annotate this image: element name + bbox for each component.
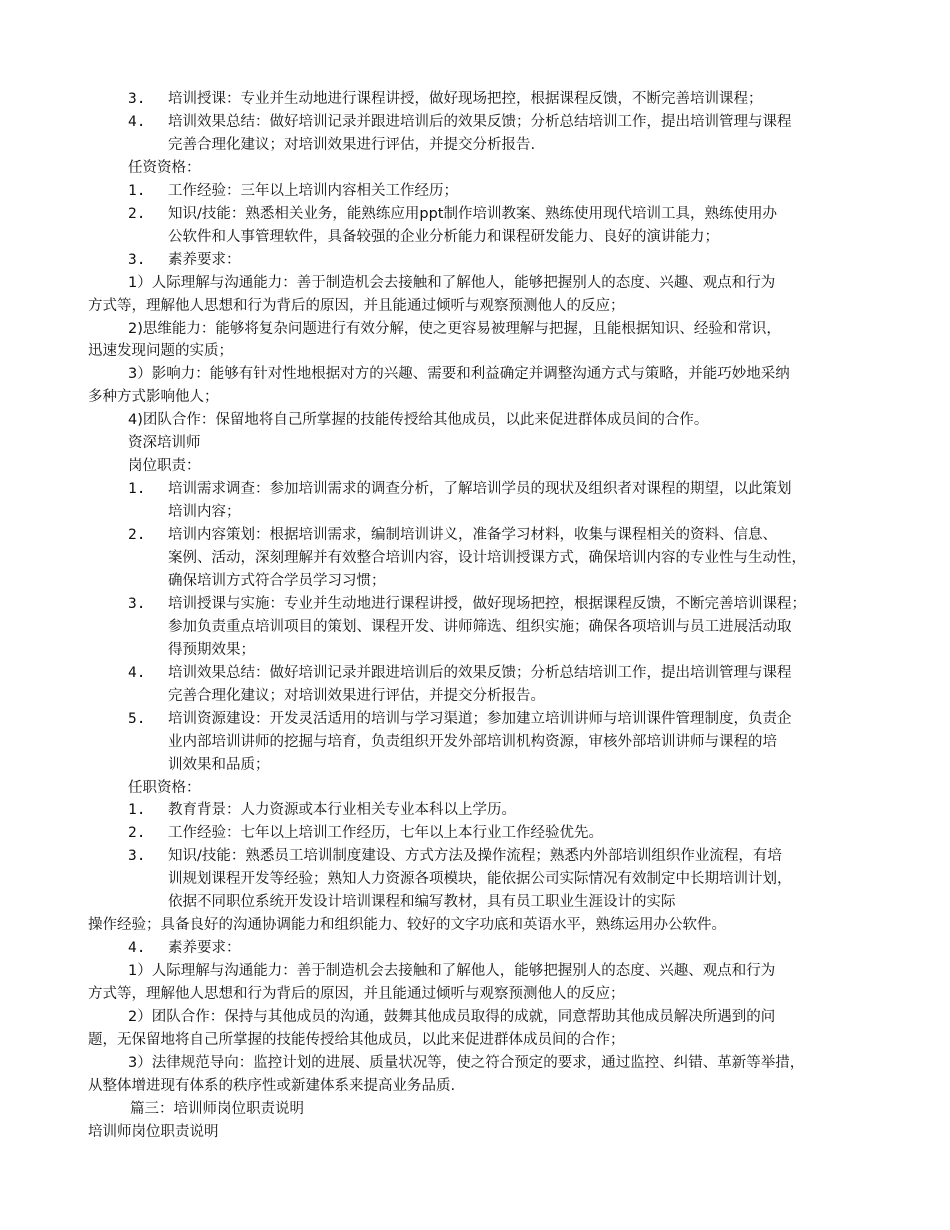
text-line: 1）人际理解与沟通能力：善于制造机会去接触和了解他人，能够把握别人的态度、兴趣、观点和行为: [128, 274, 776, 291]
text-line: 多种方式影响他人；: [88, 389, 219, 406]
list-number: 4.: [128, 113, 146, 130]
list-number: 2.: [128, 205, 146, 222]
text-line: 题，无保留地将自己所掌握的技能传授给其他成员，以此来促进群体成员间的合作；: [88, 1031, 625, 1048]
text-line: 任职资格：: [128, 779, 201, 796]
text-line: 培训师岗位职责说明: [88, 1123, 219, 1140]
text-line: 3）法律规范导向：监控计划的进展、质量状况等，使之符合预定的要求，通过监控、纠错、革新等举措，: [128, 1054, 805, 1071]
list-item-text: 知识/技能：熟悉相关业务，能熟练应用ppt制作培训教案、熟练使用现代培训工具，熟练使用办: [168, 205, 777, 222]
list-number: 1.: [128, 481, 146, 498]
list-item-text: 工作经验：三年以上培训内容相关工作经历；: [168, 182, 458, 199]
list-item-text: 工作经验：七年以上培训工作经历，七年以上本行业工作经验优先。: [168, 825, 603, 842]
text-line: 案例、活动，深刻理解并有效整合培训内容，设计培训授课方式，确保培训内容的专业性与生动性，: [168, 550, 806, 566]
list-item-text: 培训效果总结：做好培训记录并跟进培训后的效果反馈；分析总结培训工作，提出培训管理与课程: [168, 664, 792, 681]
text-line: 从整体增进现有体系的秩序性或新建体系来提高业务品质.: [88, 1077, 456, 1094]
text-line: 公软件和人事管理软件，具备较强的企业分析能力和课程研发能力、良好的演讲能力；: [168, 228, 719, 245]
text-line: 2)思维能力：能够将复杂问题进行有效分解，使之更容易被理解与把握，且能根据知识、经验和常识，: [128, 320, 781, 337]
list-number: 5.: [128, 710, 146, 727]
list-number: 3.: [128, 251, 146, 268]
text-line: 参加负责重点培训项目的策划、课程开发、讲师筛选、组织实施；确保各项培训与员工进展活动取: [168, 618, 792, 635]
list-item-text: 素养要求：: [168, 940, 241, 957]
list-item-text: 培训内容策划：根据培训需求，编制培训讲义，准备学习材料，收集与课程相关的资料、信息、: [168, 527, 777, 544]
text-line: 迅速发现问题的实质；: [88, 343, 233, 360]
text-line: 确保培训方式符合学员学习习惯；: [168, 572, 386, 589]
list-item-text: 培训需求调查：参加培训需求的调查分析，了解培训学员的现状及组织者对课程的期望，以此策划: [168, 481, 792, 498]
text-line: 篇三：培训师岗位职责说明: [130, 1100, 304, 1117]
text-line: 方式等，理解他人思想和行为背后的原因，并且能通过倾听与观察预测他人的反应；: [88, 297, 625, 314]
text-line: 训效果和品质；: [168, 756, 270, 773]
text-line: 资深培训师: [128, 435, 201, 452]
text-line: 培训内容；: [168, 504, 241, 521]
text-line: 4)团队合作：保留地将自己所掌握的技能传授给其他成员，以此来促进群体成员间的合作。: [128, 412, 709, 429]
list-number: 3.: [128, 848, 146, 865]
text-line: 得预期效果；: [168, 641, 255, 658]
text-line: 依据不同职位系统开发设计培训课程和编写教材，具有员工职业生涯设计的实际: [168, 894, 676, 911]
list-number: 1.: [128, 182, 146, 199]
text-line: 方式等，理解他人思想和行为背后的原因，并且能通过倾听与观察预测他人的反应；: [88, 986, 625, 1003]
list-item-text: 培训授课：专业并生动地进行课程讲授，做好现场把控，根据课程反馈，不断完善培训课程；: [168, 91, 763, 107]
text-line: 业内部培训讲师的挖掘与培育，负责组织开发外部培训机构资源，审核外部培训讲师与课程的培: [168, 733, 777, 750]
text-line: 完善合理化建议；对培训效果进行评估，并提交分析报告。: [168, 687, 545, 704]
list-number: 4.: [128, 940, 146, 957]
text-line: 岗位职责：: [128, 458, 201, 475]
list-item-text: 教育背景：人力资源或本行业相关专业本科以上学历。: [168, 802, 516, 819]
text-line: 任资资格：: [128, 159, 201, 176]
text-line: 3）影响力：能够有针对性地根据对方的兴趣、需要和利益确定并调整沟通方式与策略，并能巧妙地采纳: [128, 366, 790, 383]
text-line: 2）团队合作：保持与其他成员的沟通，鼓舞其他成员取得的成就，同意帮助其他成员解决所遇到的问: [128, 1009, 776, 1025]
text-line: 训规划课程开发等经验；熟知人力资源各项模块，能依据公司实际情况有效制定中长期培训计划，: [168, 871, 792, 888]
list-number: 2.: [128, 527, 146, 544]
list-item-text: 培训授课与实施：专业并生动地进行课程讲授，做好现场把控，根据课程反馈，不断完善培训课程；: [168, 595, 806, 612]
list-item-text: 知识/技能：熟悉员工培训制度建设、方式方法及操作流程；熟悉内外部培训组织作业流程，有培: [168, 848, 782, 865]
list-item-text: 素养要求：: [168, 251, 241, 268]
list-item-text: 培训效果总结：做好培训记录并跟进培训后的效果反馈；分析总结培训工作，提出培训管理与课程: [168, 113, 792, 130]
text-line: 1）人际理解与沟通能力：善于制造机会去接触和了解他人，能够把握别人的态度、兴趣、观点和行为: [128, 963, 776, 980]
text-line: 完善合理化建议；对培训效果进行评估，并提交分析报告.: [168, 136, 536, 153]
list-number: 1.: [128, 802, 146, 819]
list-item-text: 培训资源建设：开发灵活适用的培训与学习渠道；参加建立培训讲师与培训课件管理制度，负责企: [168, 710, 792, 727]
text-line: 操作经验；具备良好的沟通协调能力和组织能力、较好的文字功底和英语水平，熟练运用办公软件。: [88, 917, 726, 934]
list-number: 3.: [128, 91, 146, 107]
list-number: 2.: [128, 825, 146, 842]
list-number: 3.: [128, 595, 146, 612]
list-number: 4.: [128, 664, 146, 681]
